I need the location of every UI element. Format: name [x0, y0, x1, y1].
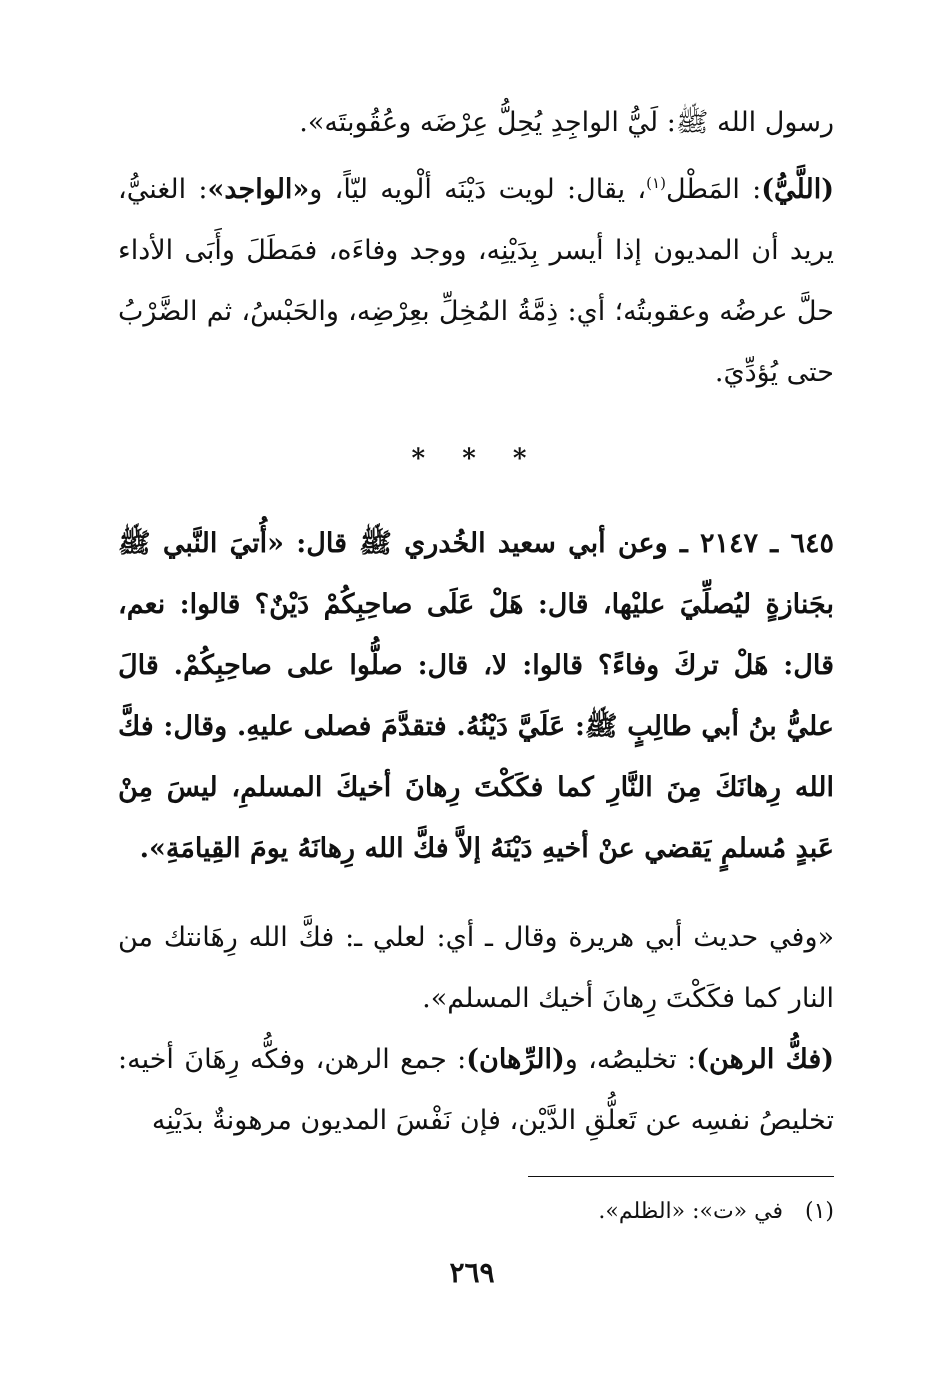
- term-al-layy: (اللَّيُّ): [761, 174, 834, 205]
- page-body: [118, 92, 834, 1151]
- footnote-reference: (١): [646, 174, 666, 192]
- paragraph-narration: «وفي حديث أبي هريرة وقال ـ أي: لعلي ـ: فكَّ الله رِهَانتك من النار كما فكَكْتَ رِهانَ أخيك المسلم».: [118, 922, 834, 1014]
- explanation-text: : المَطْل: [665, 174, 762, 205]
- explanation-text: : جمع الرهن، وفكُّه رِهَانَ أخيه: تخليصُ نفسِه عن تَعلُّقِ الدَّيْن، فإن نَفْسَ المديون مرهونةٌ بدَيْنِه: [118, 1044, 834, 1136]
- paragraph-explanation-1: [118, 153, 834, 403]
- page-number: ٢٦٩: [449, 1256, 495, 1289]
- footnote-number: (١): [804, 1199, 834, 1224]
- term-al-wajid: «الواجد»: [207, 174, 310, 205]
- term-al-rihan: (الرِّهان): [466, 1044, 565, 1075]
- explanation-text: : تخليصُه، و: [564, 1044, 697, 1075]
- explanation-text: ، يقال: لويت دَيْنَه ألْويه ليّاً، و: [309, 174, 647, 205]
- paragraph-continuation: رسول الله ﷺ: لَيُّ الواجِدِ يُحِلُّ عِرْضَه وعُقُوبتَه».: [299, 107, 834, 138]
- footnote-text: في «ت»: «الظلم».: [598, 1199, 783, 1224]
- term-fakk-al-rahn: (فكُّ الرهن): [696, 1044, 835, 1075]
- section-divider-ornament: * * *: [411, 444, 541, 474]
- footnote-separator: [528, 1176, 834, 1177]
- paragraph-explanation-2: [118, 1029, 834, 1151]
- explanation-text: : الغنيُّ، يريد أن المديون إذا أيسر بِدَيْنِه، ووجد وفاءَه، فمَطَلَ وأَبَى الأداء حلَّ عرضُه وعقوبتُه؛ أي: ذِمَّةُ المُخِلِّ بعِرْضِه، والحَبْسُ، ثم الضَّرْبُ حتى يُؤدِّيَ.: [118, 174, 834, 388]
- hadith-text: ٦٤٥ ـ ٢١٤٧ ـ وعن أبي سعيد الخُدري ﷺ قال: «أُتيَ النَّبي ﷺ بجَنازةٍ ليُصلِّيَ عليْها، قال: هَلْ عَلَى صاحِبِكُمْ دَيْنٌ؟ قالوا: نعم، قال: هَلْ تركَ وفاءً؟ قالوا: لا، قال: صلُّوا على صاحِبِكُمْ. قالَ عليُّ بنُ أبي طالِبٍ ﷺ: عَلَيَّ دَيْنُهُ. فتقدَّمَ فصلى عليهِ. وقال: فكَّ الله رِهانَكَ مِنَ النَّارِ كما فكَكْتَ رِهانَ أخيكَ المسلمِ، ليسَ مِنْ عَبدٍ مُسلمٍ يَقضي عنْ أخيهِ دَيْنَهُ إلاَّ فكَّ الله رِهانَهُ يومَ القِيامَةِ».: [118, 528, 834, 864]
- footnote: [118, 1194, 834, 1230]
